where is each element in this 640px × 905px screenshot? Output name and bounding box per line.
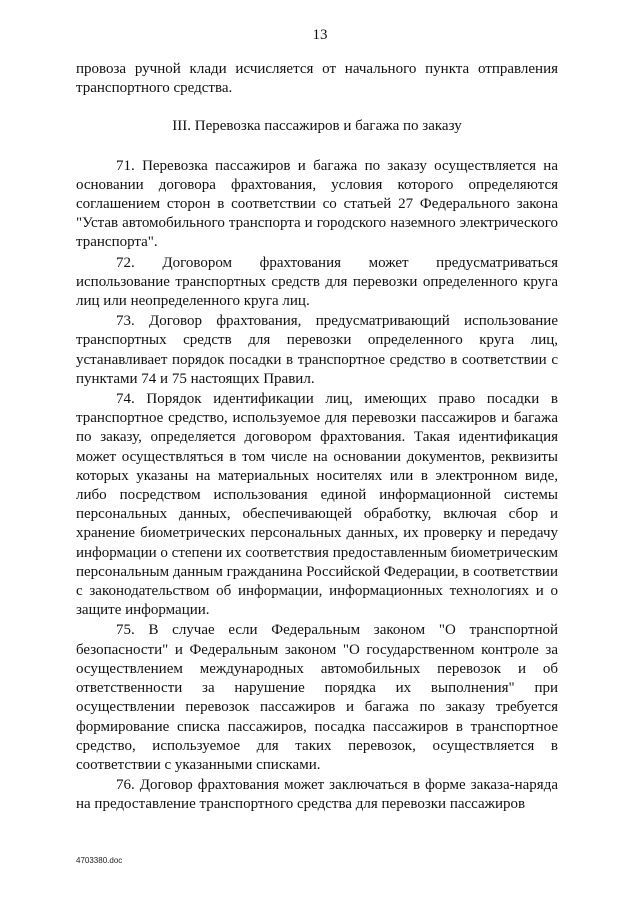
section-heading: III. Перевозка пассажиров и багажа по заказу	[172, 118, 462, 135]
paragraph-71: 71. Перевозка пассажиров и багажа по заказу осуществляется на основании договора фрахтования, условия которого определяются соглашением сторон в соответствии со статьей 27 Федерального закона "Устав автомобильного транспорта и городского наземного электрического транспорта".	[76, 157, 558, 251]
document-body	[76, 60, 558, 815]
continuation-paragraph: провоза ручной клади исчисляется от начального пункта отправления транспортного средства.	[76, 61, 558, 97]
paragraph-74: 74. Порядок идентификации лиц, имеющих право посадки в транспортное средство, используемое для перевозки пассажиров и багажа по заказу, определяется договором фрахтования. Такая идентификация может осуществляться в том числе на основании документов, реквизиты которых указаны на материальных носителях или в электронном виде, либо посредством использования единой информационной системы персональных данных, обеспечивающей обработку, включая сбор и хранение биометрических персональных данных, их проверку и передачу информации о степени их соответствия предоставленным биометрическим персональным данным гражданина Российской Федерации, в соответствии с законодательством об информации, информационных технологиях и о защите информации.	[76, 391, 558, 619]
paragraph-73: 73. Договор фрахтования, предусматривающий использование транспортных средств для перевозки определенного круга лиц, устанавливает порядок посадки в транспортное средство в соответствии с пунктами 74 и 75 настоящих Правил.	[76, 313, 558, 387]
paragraph-76: 76. Договор фрахтования может заключаться в форме заказа-наряда на предоставление транспортного средства для перевозки пассажиров	[76, 777, 558, 813]
page-number: 13	[312, 27, 328, 43]
paragraph-72: 72. Договором фрахтования может предусматриваться использование транспортных средств для перевозки определенного круга лиц или неопределенного круга лиц.	[76, 254, 558, 310]
document-filename: 4703380.doc	[76, 856, 123, 865]
paragraph-75: 75. В случае если Федеральным законом "О транспортной безопасности" и Федеральным законом "О государственном контроле за осуществлением международных автомобильных перевозок и об ответственности за нарушение порядка их выполнения" при осуществлении перевозок пассажиров и багажа по заказу требуется формирование списка пассажиров, посадка пассажиров в транспортное средство, используемое для таких перевозок, осуществляется в соответствии с указанными списками.	[76, 622, 558, 773]
